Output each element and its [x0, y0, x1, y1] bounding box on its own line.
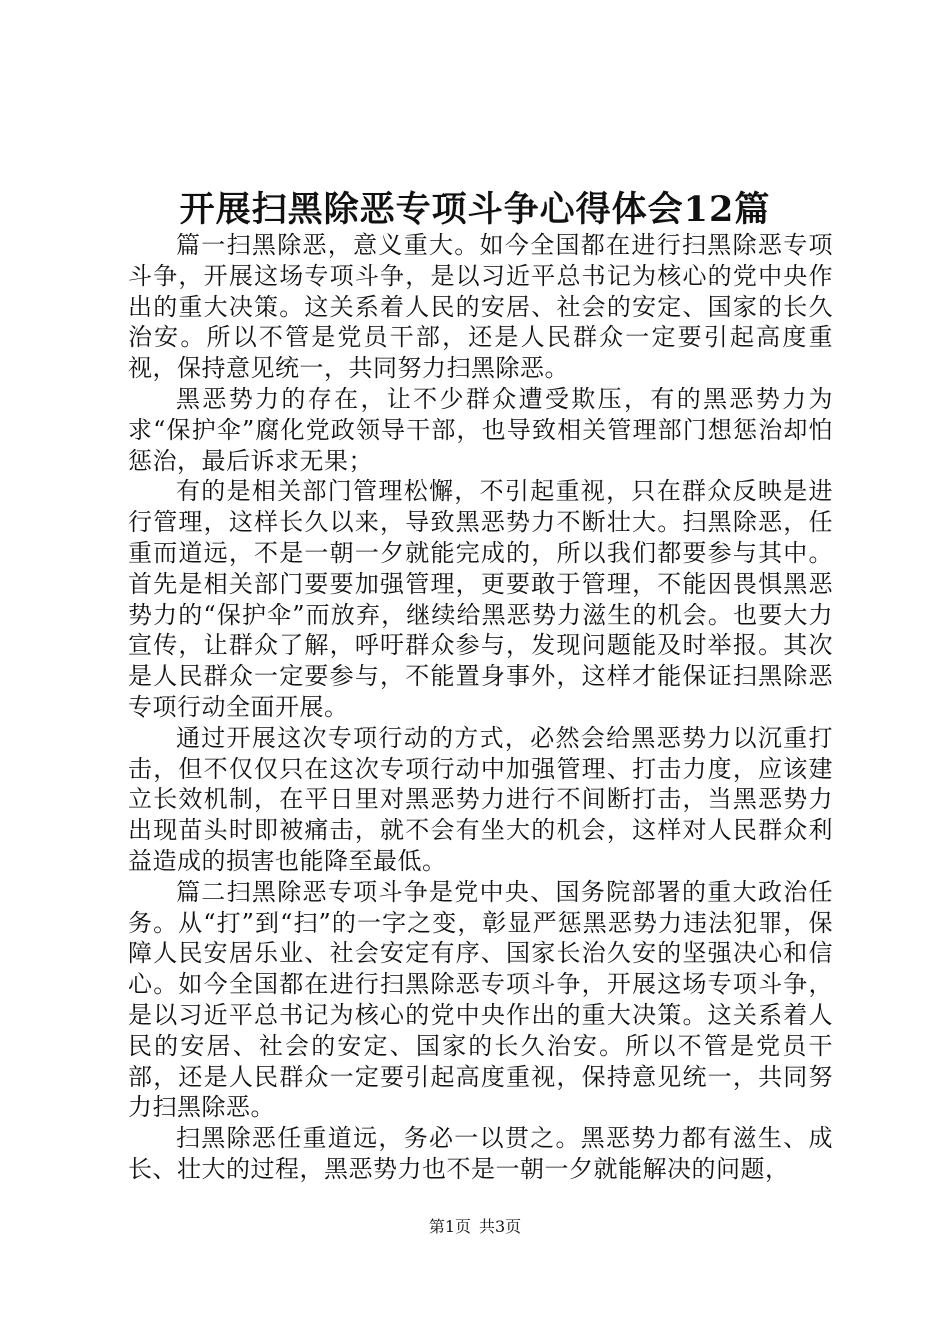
paragraph: 篇二扫黑除恶专项斗争是党中央、国务院部署的重大政治任务。从“打”到“扫”的一字之变，彰显严惩黑恶势力违法犯罪，保障人民安居乐业、社会安定有序、国家长治久安的坚强决心和信心。如今全国都在进行扫黑除恶专项斗争，开展这场专项斗争，是以习近平总书记为核心的党中央作出的重大决策。这关系着人民的安居、社会的安定、国家的长久治安。所以不管是党员干部，还是人民群众一定要引起高度重视，保持意见统一，共同努力扫黑除恶。 — [128, 877, 833, 1122]
paragraph: 篇一扫黑除恶，意义重大。如今全国都在进行扫黑除恶专项斗争，开展这场专项斗争，是以习近平总书记为核心的党中央作出的重大决策。这关系着人民的安居、社会的安定、国家的长久治安。所以不管是党员干部，还是人民群众一定要引起高度重视，保持意见统一，共同努力扫黑除恶。 — [128, 231, 833, 383]
paragraph: 通过开展这次专项行动的方式，必然会给黑恶势力以沉重打击，但不仅仅只在这次专项行动中加强管理、打击力度，应该建立长效机制，在平日里对黑恶势力进行不间断打击，当黑恶势力出现苗头时即被痛击，就不会有坐大的机会，这样对人民群众利益造成的损害也能降至最低。 — [128, 723, 833, 875]
document-title: 开展扫黑除恶专项斗争心得体会12篇 — [179, 189, 771, 230]
page-total: 共3页 — [479, 1217, 522, 1236]
document-body — [128, 230, 833, 1185]
paragraph: 黑恶势力的存在，让不少群众遭受欺压，有的黑恶势力为求“保护伞”腐化党政领导干部，也导致相关管理部门想惩治却怕惩治，最后诉求无果； — [128, 384, 833, 475]
paragraph: 有的是相关部门管理松懈，不引起重视，只在群众反映是进行管理，这样长久以来，导致黑恶势力不断壮大。扫黑除恶，任重而道远，不是一朝一夕就能完成的，所以我们都要参与其中。首先是相关部门要要加强管理，更要敢于管理，不能因畏惧黑恶势力的“保护伞”而放弃，继续给黑恶势力滋生的机会。也要大力宣传，让群众了解，呼吁群众参与，发现问题能及时举报。其次是人民群众一定要参与，不能置身事外，这样才能保证扫黑除恶专项行动全面开展。 — [128, 477, 833, 721]
page-footer — [0, 1216, 950, 1238]
page-number: 第1页 — [428, 1217, 471, 1236]
paragraph: 扫黑除恶任重道远，务必一以贯之。黑恶势力都有滋生、成长、壮大的过程，黑恶势力也不是一朝一夕就能解决的问题， — [128, 1124, 833, 1183]
